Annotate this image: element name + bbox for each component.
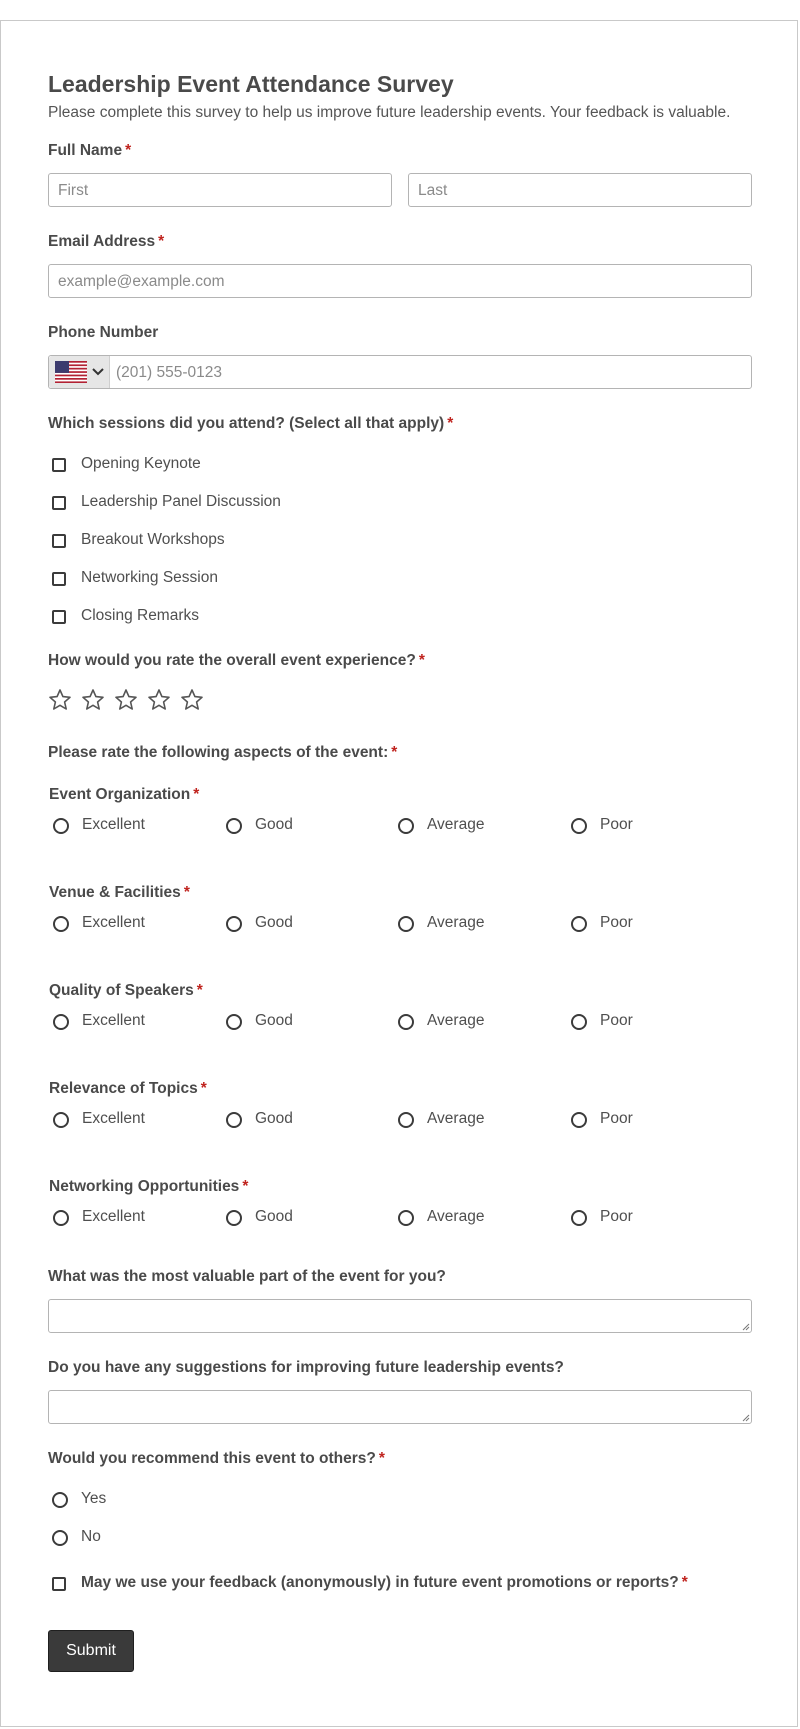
radio-good[interactable] — [226, 1110, 293, 1128]
scale-label: Average — [427, 914, 485, 931]
radio-poor[interactable] — [571, 816, 633, 834]
star-icon[interactable] — [48, 688, 72, 712]
radio-average[interactable] — [398, 914, 485, 932]
resize-grip-icon[interactable] — [742, 1323, 750, 1331]
radio-good[interactable] — [226, 1012, 293, 1030]
us-flag-icon — [55, 361, 87, 383]
radio-good[interactable] — [226, 816, 293, 834]
sessions-label: Which sessions did you attend? (Select all that apply) * — [48, 415, 454, 432]
required-marker: * — [242, 1178, 249, 1195]
radio-circle[interactable] — [53, 916, 69, 932]
consent-checkbox[interactable] — [52, 1577, 66, 1591]
scale-label: Poor — [600, 1012, 633, 1029]
country-selector[interactable] — [49, 356, 110, 388]
scale-label: Poor — [600, 1110, 633, 1127]
radio-circle[interactable] — [226, 1210, 242, 1226]
radio-average[interactable] — [398, 816, 485, 834]
session-checkbox[interactable] — [52, 458, 66, 472]
radio-circle[interactable] — [571, 1014, 587, 1030]
radio-poor[interactable] — [571, 1110, 633, 1128]
scale-label: Good — [255, 1012, 293, 1029]
scale-label: Good — [255, 816, 293, 833]
star-icon[interactable] — [180, 688, 204, 712]
email-input[interactable] — [48, 264, 752, 298]
radio-circle[interactable] — [571, 818, 587, 834]
required-marker: * — [158, 233, 165, 250]
radio-excellent[interactable] — [53, 816, 145, 834]
consent-label: May we use your feedback (anonymously) in future event promotions or reports? * — [81, 1574, 688, 1591]
overall-rating-label: How would you rate the overall event experience? * — [48, 652, 425, 669]
session-option-closing-remarks[interactable] — [52, 607, 200, 624]
aspect-row-label: Quality of Speakers * — [49, 982, 203, 999]
radio-circle[interactable] — [53, 1112, 69, 1128]
recommend-option-label: No — [81, 1528, 101, 1545]
aspect-row-label: Networking Opportunities * — [49, 1178, 249, 1195]
scale-label: Good — [255, 1110, 293, 1127]
scale-label: Average — [427, 816, 485, 833]
radio-good[interactable] — [226, 1208, 293, 1226]
radio-circle[interactable] — [52, 1530, 68, 1546]
required-marker: * — [378, 1450, 385, 1467]
radio-circle[interactable] — [571, 1112, 587, 1128]
radio-circle[interactable] — [226, 1112, 242, 1128]
form-subtitle: Please complete this survey to help us improve future leadership events. Your feedback is valuable. — [48, 104, 731, 121]
session-option-label: Closing Remarks — [81, 607, 200, 624]
aspects-label: Please rate the following aspects of the event: * — [48, 744, 398, 761]
required-marker: * — [418, 652, 425, 669]
scale-label: Good — [255, 1208, 293, 1225]
required-marker: * — [183, 884, 190, 901]
radio-excellent[interactable] — [53, 914, 145, 932]
scale-label: Excellent — [82, 914, 145, 931]
required-marker: * — [196, 982, 203, 999]
chevron-down-icon — [92, 368, 104, 376]
first-name-placeholder: First — [58, 182, 89, 199]
session-option-label: Opening Keynote — [81, 455, 201, 472]
scale-label: Excellent — [82, 816, 145, 833]
valuable-textarea[interactable] — [48, 1299, 752, 1333]
resize-grip-icon[interactable] — [742, 1414, 750, 1422]
radio-circle[interactable] — [53, 1014, 69, 1030]
radio-circle[interactable] — [571, 916, 587, 932]
radio-excellent[interactable] — [53, 1110, 145, 1128]
suggestions-textarea[interactable] — [48, 1390, 752, 1424]
radio-circle[interactable] — [52, 1492, 68, 1508]
last-name-placeholder: Last — [418, 182, 448, 199]
consent-checkbox-row[interactable] — [52, 1574, 688, 1591]
radio-poor[interactable] — [571, 1208, 633, 1226]
radio-excellent[interactable] — [53, 1208, 145, 1226]
required-marker: * — [391, 744, 398, 761]
radio-poor[interactable] — [571, 1012, 633, 1030]
suggestions-label: Do you have any suggestions for improving future leadership events? — [48, 1359, 564, 1376]
required-marker: * — [193, 786, 200, 803]
star-icon[interactable] — [147, 688, 171, 712]
radio-circle[interactable] — [571, 1210, 587, 1226]
radio-circle[interactable] — [398, 1210, 414, 1226]
recommend-yes-radio[interactable] — [52, 1490, 107, 1508]
session-checkbox[interactable] — [52, 572, 66, 586]
radio-good[interactable] — [226, 914, 293, 932]
star-rating[interactable] — [48, 688, 218, 714]
session-option-opening-keynote[interactable] — [52, 455, 201, 472]
scale-label: Excellent — [82, 1012, 145, 1029]
radio-circle[interactable] — [398, 1014, 414, 1030]
scale-label: Poor — [600, 816, 633, 833]
required-marker: * — [125, 142, 132, 159]
star-icon[interactable] — [81, 688, 105, 712]
phone-placeholder: (201) 555-0123 — [116, 364, 222, 381]
radio-average[interactable] — [398, 1012, 485, 1030]
session-option-label: Breakout Workshops — [81, 531, 225, 548]
email-placeholder: example@example.com — [58, 273, 225, 290]
last-name-input[interactable] — [408, 173, 752, 207]
recommend-no-radio[interactable] — [52, 1528, 101, 1546]
scale-label: Poor — [600, 1208, 633, 1225]
radio-circle[interactable] — [53, 1210, 69, 1226]
radio-circle[interactable] — [226, 916, 242, 932]
session-option-label: Networking Session — [81, 569, 218, 586]
radio-average[interactable] — [398, 1208, 485, 1226]
radio-circle[interactable] — [398, 916, 414, 932]
radio-circle[interactable] — [398, 818, 414, 834]
session-checkbox[interactable] — [52, 496, 66, 510]
aspect-row-label: Venue & Facilities * — [49, 884, 190, 901]
recommend-label: Would you recommend this event to others? * — [48, 1450, 385, 1467]
required-marker: * — [200, 1080, 207, 1097]
first-name-input[interactable] — [48, 173, 392, 207]
session-option-networking-session[interactable] — [52, 569, 218, 586]
session-option-label: Leadership Panel Discussion — [81, 493, 281, 510]
star-icon[interactable] — [114, 688, 138, 712]
session-option-panel-discussion[interactable] — [52, 493, 281, 510]
radio-circle[interactable] — [53, 818, 69, 834]
radio-average[interactable] — [398, 1110, 485, 1128]
aspect-row-label: Event Organization * — [49, 786, 200, 803]
recommend-option-label: Yes — [81, 1490, 107, 1507]
phone-label: Phone Number — [48, 324, 159, 341]
required-marker: * — [681, 1574, 688, 1591]
scale-label: Average — [427, 1012, 485, 1029]
valuable-label: What was the most valuable part of the event for you? — [48, 1268, 446, 1285]
email-label: Email Address * — [48, 233, 165, 250]
scale-label: Poor — [600, 914, 633, 931]
form-title: Leadership Event Attendance Survey — [48, 71, 454, 97]
radio-circle[interactable] — [398, 1112, 414, 1128]
aspect-row-label: Relevance of Topics * — [49, 1080, 207, 1097]
session-option-breakout-workshops[interactable] — [52, 531, 225, 548]
session-checkbox[interactable] — [52, 534, 66, 548]
radio-poor[interactable] — [571, 914, 633, 932]
required-marker: * — [447, 415, 454, 432]
scale-label: Average — [427, 1110, 485, 1127]
scale-label: Excellent — [82, 1110, 145, 1127]
phone-input[interactable] — [48, 355, 752, 389]
submit-button[interactable]: Submit — [48, 1630, 134, 1672]
radio-circle[interactable] — [226, 818, 242, 834]
scale-label: Average — [427, 1208, 485, 1225]
full-name-label: Full Name * — [48, 142, 132, 159]
session-checkbox[interactable] — [52, 610, 66, 624]
scale-label: Good — [255, 914, 293, 931]
scale-label: Excellent — [82, 1208, 145, 1225]
radio-circle[interactable] — [226, 1014, 242, 1030]
radio-excellent[interactable] — [53, 1012, 145, 1030]
